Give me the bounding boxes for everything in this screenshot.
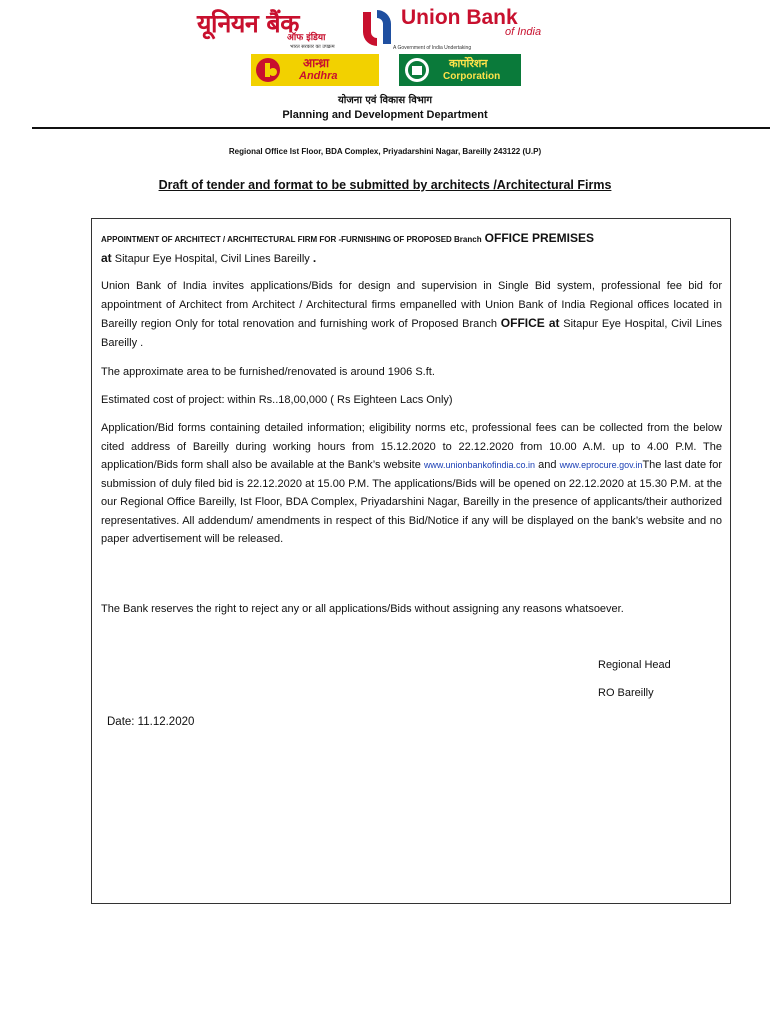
document-title: Draft of tender and format to be submitted by architects /Architectural Firms <box>158 178 612 192</box>
area-paragraph: The approximate area to be furnished/renovated is around 1906 S.ft. <box>101 366 435 378</box>
bank-name-english: Union Bank <box>401 6 518 29</box>
appointment-at: at <box>101 251 112 265</box>
letterhead <box>175 2 595 88</box>
appointment-end: . <box>312 251 317 265</box>
andhra-emblem-icon <box>255 57 281 83</box>
forms-and: and <box>538 459 557 471</box>
gov-tagline-hindi: भारत सरकार का उपक्रम <box>290 44 335 50</box>
union-bank-logo-icon <box>357 6 397 50</box>
eprocure-website-link[interactable]: www.eprocure.gov.in <box>559 460 643 470</box>
andhra-bank-logo <box>251 54 379 86</box>
forms-paragraph <box>101 419 722 549</box>
gov-tagline-english: A Government of India Undertaking <box>393 45 472 51</box>
bank-name-hindi: यूनियन बैंक <box>197 9 299 38</box>
appointment-office: OFFICE PREMISES <box>484 231 595 245</box>
intro-text: Union Bank of India invites applications/Bids for design and supervision in Single Bid system, professional fee bid for appointment of Architect from Architect / Architectural firms empanelled with Union Bank of India Regional offices located in Bareilly region Only for total renovation and furnishing work of Proposed Branch <box>101 280 722 330</box>
forms-text-1: Application/Bid forms containing detailed information; eligibility norms etc, professional fees can be collected from the below cited address of Bareilly during working hours from 15.12.2020 to 22.12.2020 from 10.00 A.M. up to 4.00 P.M. The application/Bids form shall also be available at the Bank’s website <box>101 422 722 471</box>
corporation-bank-logo <box>399 54 521 86</box>
forms-text-2: The last date for submission of duly filed bid is 22.12.2020 at 15.00 P.M. The applications/Bids will be opened on 22.12.2020 at 15.30 P.M. at the our Regional Office Bareilly, Ist Floor, BDA Complex, Priyadarshini Nagar, Bareilly in the presence of applicants/their authorized representatives. All addendum/ amendments in respect of this Bid/Notice if any will be displayed on the bank’s website and no paper advertisement will be released. <box>101 459 723 545</box>
appointment-heading <box>101 229 722 268</box>
intro-paragraph <box>101 277 722 352</box>
corporation-name-hindi: कार्पोरेशन <box>449 57 488 70</box>
andhra-name-hindi: आन्ध्रा <box>303 56 330 70</box>
appointment-location: Sitapur Eye Hospital, Civil Lines Bareilly <box>114 253 310 265</box>
office-address: Regional Office Ist Floor, BDA Complex, Priyadarshini Nagar, Bareilly 243122 (U.P) <box>228 147 542 156</box>
reserve-paragraph: The Bank reserves the right to reject any or all applications/Bids without assigning any reasons whatsoever. <box>101 603 624 615</box>
department-english: Planning and Development Department <box>282 109 488 121</box>
corporation-name-english: Corporation <box>443 71 501 82</box>
department-hindi: योजना एवं विकास विभाग <box>337 95 433 106</box>
notice-box <box>91 218 731 904</box>
signatory-office: RO Bareilly <box>598 687 654 699</box>
intro-office-at: OFFICE at <box>500 316 560 330</box>
intro-location: Sitapur Eye Hospital, Civil Lines Bareilly . <box>101 318 723 349</box>
cost-paragraph: Estimated cost of project: within Rs..18,00,000 ( Rs Eighteen Lacs Only) <box>101 394 453 406</box>
notice-date: Date: 11.12.2020 <box>107 716 195 728</box>
bank-name-english-sub: of India <box>505 26 542 38</box>
bank-name-hindi-sub: ऑफ इंडिया <box>287 33 326 43</box>
header-divider <box>32 127 770 129</box>
signatory-title: Regional Head <box>598 659 671 671</box>
appointment-caps: APPOINTMENT OF ARCHITECT / ARCHITECTURAL FIRM FOR -FURNISHING OF PROPOSED Branch <box>101 235 482 244</box>
corporation-emblem-icon <box>403 56 431 84</box>
union-website-link[interactable]: www.unionbankofindia.co.in <box>423 460 536 470</box>
andhra-name-english: Andhra <box>299 70 338 82</box>
